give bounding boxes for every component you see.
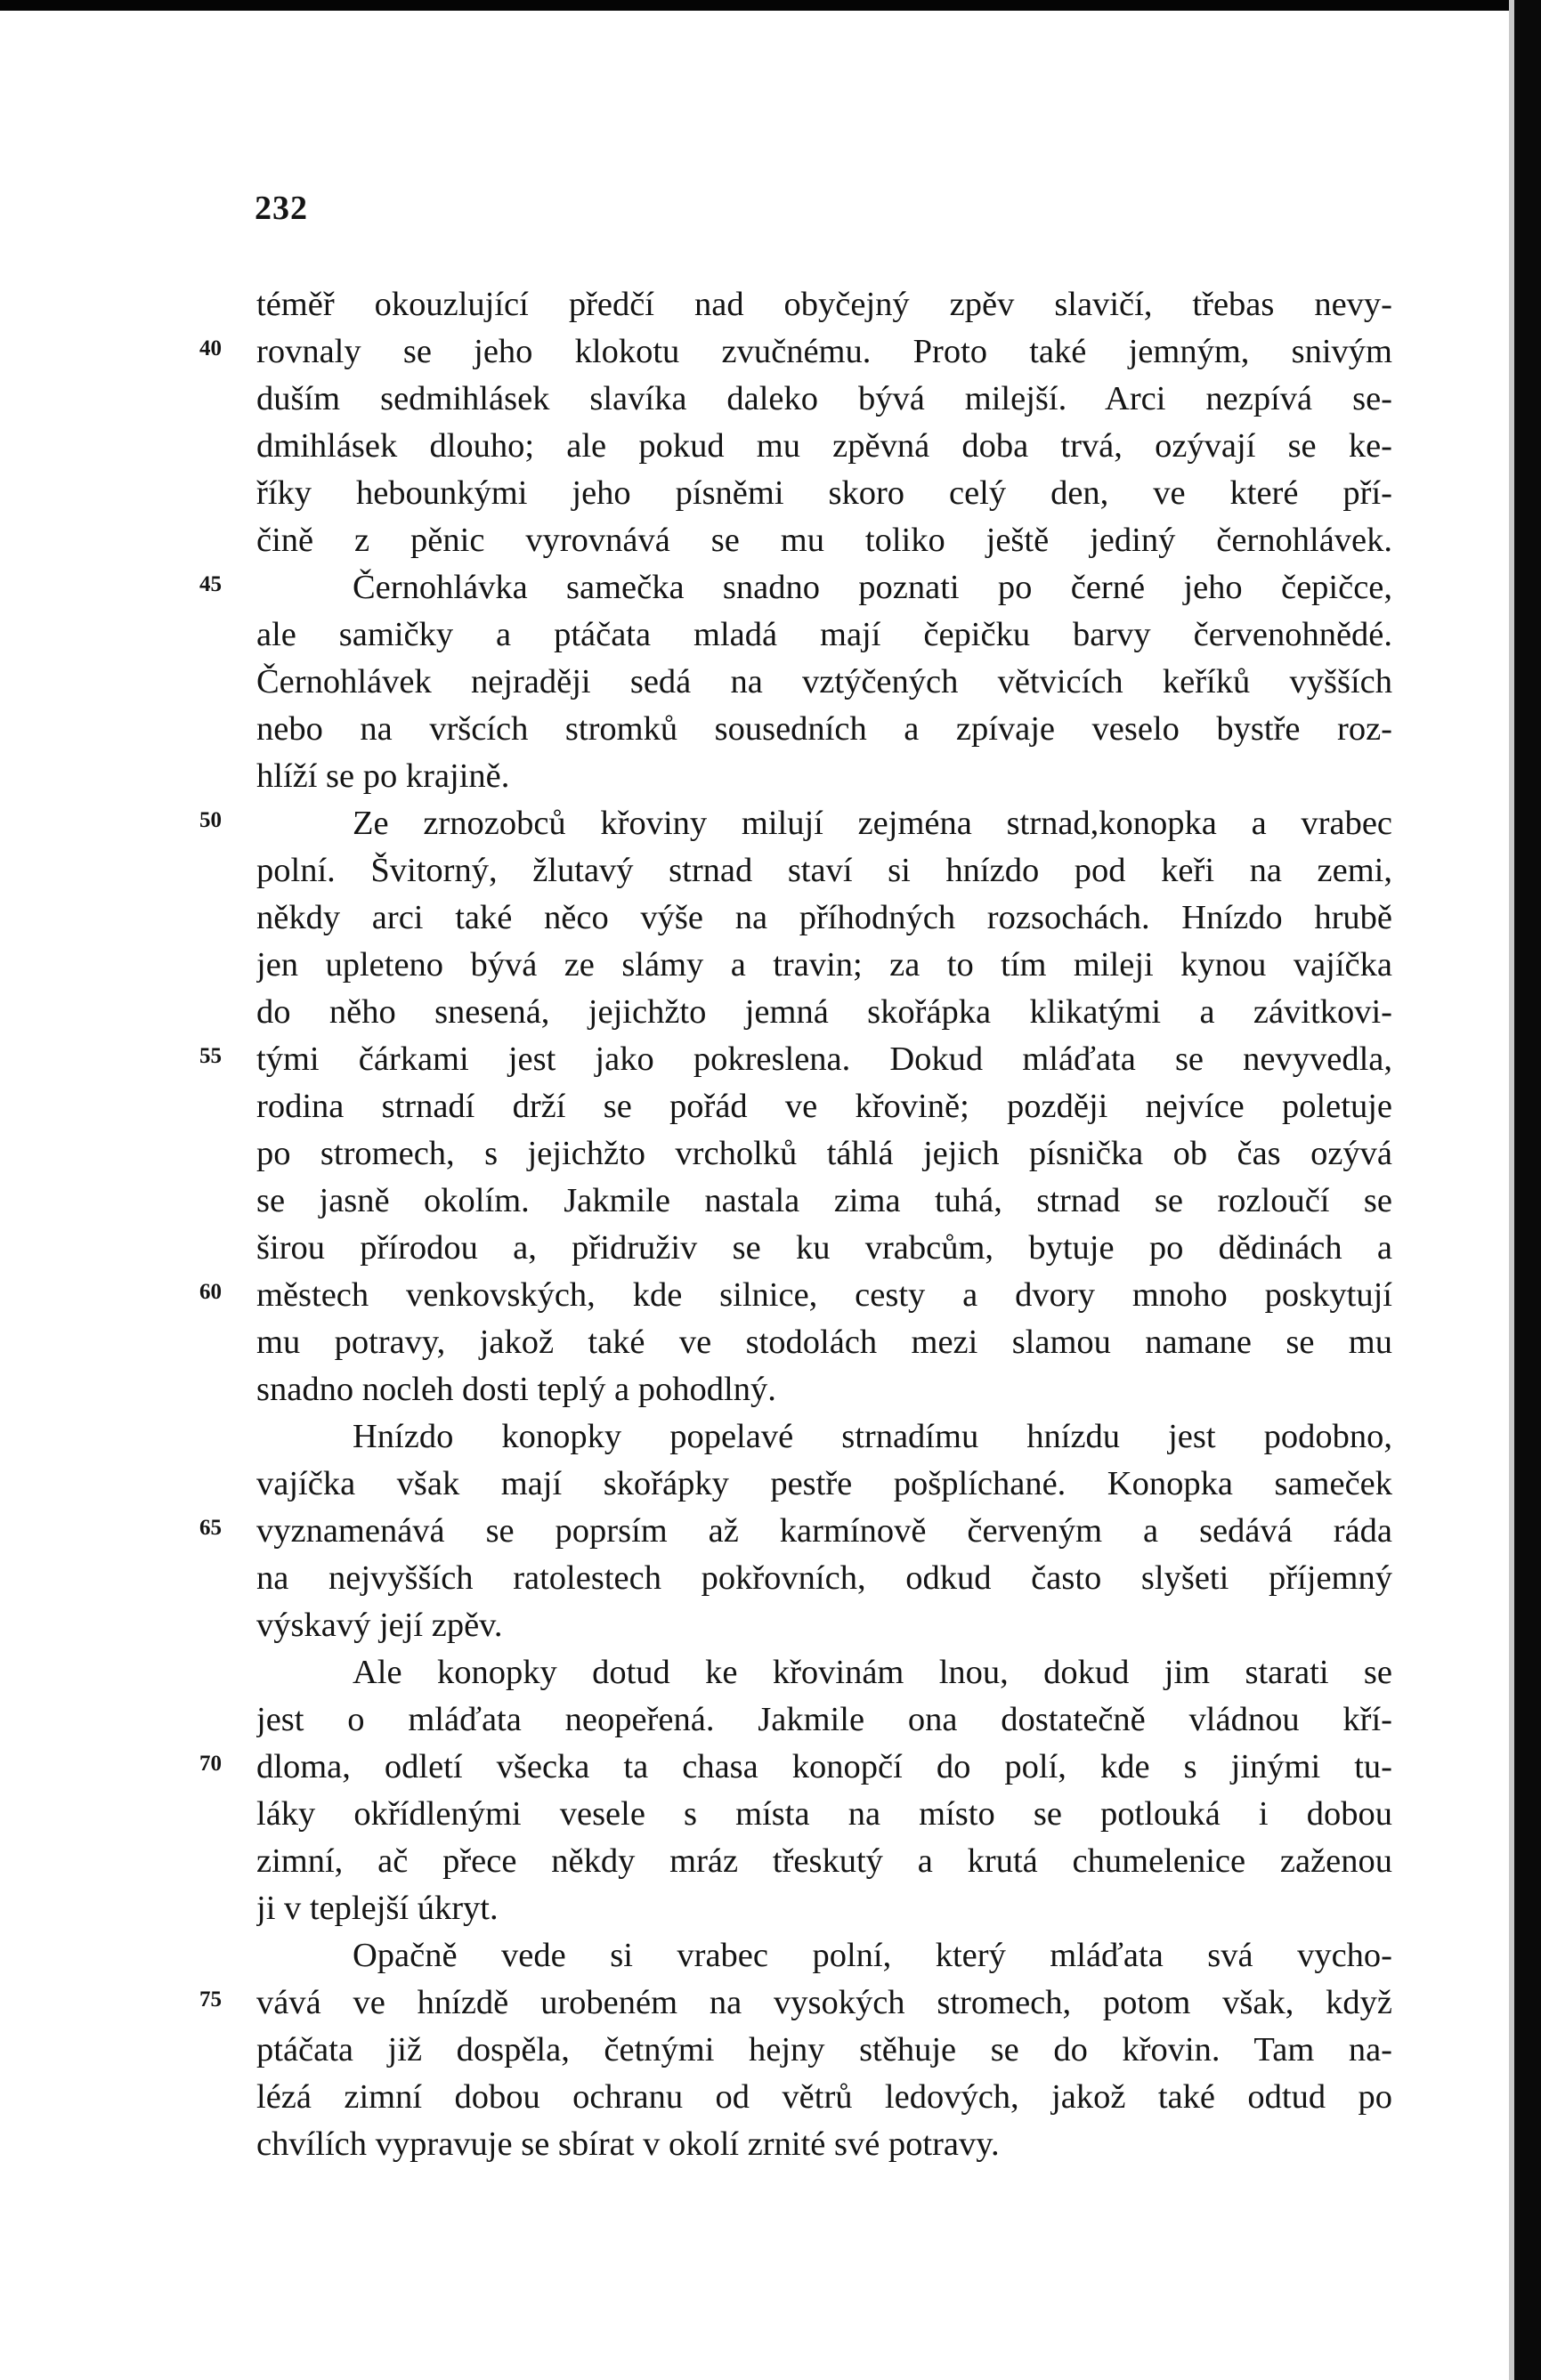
line-text: rodina strnadí drží se pořád ve křovině; později nejvíce poletuje (256, 1088, 1392, 1125)
line-number: 65 (199, 1516, 222, 1540)
text-line (256, 1555, 1392, 1602)
text-line (256, 611, 1392, 659)
line-text: snadno nocleh dosti teplý a pohodlný. (256, 1371, 776, 1408)
line-text: Černohlávek nejraději sedá na vztýčených větvicích keříků vyšších (256, 663, 1392, 700)
line-number: 40 (199, 336, 222, 360)
text-line (256, 376, 1392, 423)
line-number: 55 (199, 1044, 222, 1068)
text-line (256, 1413, 1392, 1461)
text-line (256, 470, 1392, 517)
text-line (256, 1083, 1392, 1130)
text-line (256, 1932, 1392, 1979)
line-number: 60 (199, 1280, 222, 1304)
text-line (256, 1178, 1392, 1225)
line-text: vává ve hnízdě urobeném na vysokých stromech, potom však, když (256, 1984, 1392, 2021)
text-line (256, 1130, 1392, 1178)
text-line (256, 1602, 1392, 1649)
line-text: ji v teplejší úkryt. (256, 1890, 499, 1927)
text-line (256, 753, 1392, 800)
line-number: 75 (199, 1987, 222, 2012)
line-text: Opačně vede si vrabec polní, který mláďata svá vycho- (353, 1937, 1392, 1974)
line-text: do něho snesená, jejichžto jemná skořápka klikatými a závitkovi- (256, 993, 1392, 1031)
text-line (256, 942, 1392, 989)
line-text: dloma, odletí všecka ta chasa konopčí do polí, kde s jinými tu- (256, 1748, 1392, 1785)
text-line (256, 2074, 1392, 2121)
line-text: po stromech, s jejichžto vrcholků táhlá jejich písnička ob čas ozývá (256, 1135, 1392, 1172)
line-number: 70 (199, 1752, 222, 1776)
line-text: se jasně okolím. Jakmile nastala zima tuhá, strnad se rozloučí se (256, 1182, 1392, 1219)
line-text: Černohlávka samečka snadno poznati po černé jeho čepičce, (353, 569, 1392, 606)
text-line (256, 1366, 1392, 1413)
text-line (199, 564, 1392, 611)
line-text: hlíží se po krajině. (256, 757, 510, 795)
text-line (256, 847, 1392, 895)
body-text (199, 281, 1392, 2168)
text-line (256, 659, 1392, 706)
text-line (256, 989, 1392, 1036)
text-line (199, 1744, 1392, 1791)
line-text: láky okřídlenými vesele s místa na místo se potlouká i dobou (256, 1795, 1392, 1833)
text-line (199, 1272, 1392, 1319)
page-number: 232 (255, 190, 308, 227)
text-line (256, 517, 1392, 564)
line-text: téměř okouzlující předčí nad obyčejný zpěv slavičí, třebas nevy- (256, 286, 1392, 323)
text-line (199, 328, 1392, 376)
line-text: jest o mláďata neopeřená. Jakmile ona dostatečně vládnou kří- (256, 1701, 1392, 1738)
text-line (256, 423, 1392, 470)
line-text: lézá zimní dobou ochranu od větrů ledových, jakož také odtud po (256, 2078, 1392, 2116)
line-text: ptáčata již dospěla, četnými hejny stěhuje se do křovin. Tam na- (256, 2031, 1392, 2068)
line-number: 50 (199, 808, 222, 832)
line-text: čině z pěnic vyrovnává se mu toliko ještě jediný černohlávek. (256, 522, 1392, 559)
line-text: vajíčka však mají skořápky pestře pošplíchané. Konopka sameček (256, 1465, 1392, 1502)
text-line (256, 1885, 1392, 1932)
line-text: mu potravy, jakož také ve stodolách mezi slamou namane se mu (256, 1324, 1392, 1361)
text-line (256, 1461, 1392, 1508)
line-text: na nejvyšších ratolestech pokřovních, odkud často slyšeti příjemný (256, 1559, 1392, 1597)
line-text: duším sedmihlásek slavíka daleko bývá milejší. Arci nezpívá se- (256, 380, 1392, 417)
line-text: širou přírodou a, přidruživ se ku vrabcům, bytuje po dědinách a (256, 1229, 1392, 1267)
text-line (256, 281, 1392, 328)
line-text: městech venkovských, kde silnice, cesty a dvory mnoho poskytují (256, 1276, 1392, 1314)
text-line (256, 895, 1392, 942)
text-line (199, 1979, 1392, 2027)
line-text: Hnízdo konopky popelavé strnadímu hnízdu jest podobno, (353, 1418, 1392, 1455)
line-number: 45 (199, 572, 222, 596)
line-text: dmihlásek dlouho; ale pokud mu zpěvná doba trvá, ozývají se ke- (256, 427, 1392, 465)
line-text: nebo na vršcích stromků sousedních a zpívaje veselo bystře roz- (256, 710, 1392, 748)
text-line (256, 1649, 1392, 1696)
text-line (256, 1696, 1392, 1744)
line-text: chvílích vypravuje se sbírat v okolí zrnité své potravy. (256, 2125, 1000, 2163)
scan-border-top (0, 0, 1541, 11)
line-text: polní. Švitorný, žlutavý strnad staví si hnízdo pod keři na zemi, (256, 852, 1392, 889)
text-line (256, 1838, 1392, 1885)
line-text: zimní, ač přece někdy mráz třeskutý a krutá chumelenice zaženou (256, 1842, 1392, 1880)
line-text: Ale konopky dotud ke křovinám lnou, dokud jim starati se (353, 1654, 1392, 1691)
line-text: říky hebounkými jeho písněmi skoro celý den, ve které pří- (256, 474, 1392, 512)
line-text: Ze zrnozobců křoviny milují zejména strnad,konopka a vrabec (353, 805, 1392, 842)
line-text: rovnaly se jeho klokotu zvučnému. Proto také jemným, snivým (256, 333, 1392, 370)
text-line (256, 2027, 1392, 2074)
text-line (199, 800, 1392, 847)
line-text: vyznamenává se poprsím až karmínově červeným a sedává ráda (256, 1512, 1392, 1550)
text-line (256, 1225, 1392, 1272)
line-text: jen upleteno bývá ze slámy a travin; za to tím mileji kynou vajíčka (256, 946, 1392, 984)
line-text: ale samičky a ptáčata mladá mají čepičku barvy červenohnědé. (256, 616, 1392, 653)
text-line (199, 1508, 1392, 1555)
text-line (256, 706, 1392, 753)
line-text: tými čárkami jest jako pokreslena. Dokud mláďata se nevyvedla, (256, 1040, 1392, 1078)
text-line (199, 1036, 1392, 1083)
text-line (256, 1791, 1392, 1838)
text-line (256, 1319, 1392, 1366)
text-line (256, 2121, 1392, 2168)
scan-border-right (1514, 0, 1541, 2380)
line-text: výskavý její zpěv. (256, 1607, 503, 1644)
line-text: někdy arci také něco výše na příhodných rozsochách. Hnízdo hrubě (256, 899, 1392, 936)
